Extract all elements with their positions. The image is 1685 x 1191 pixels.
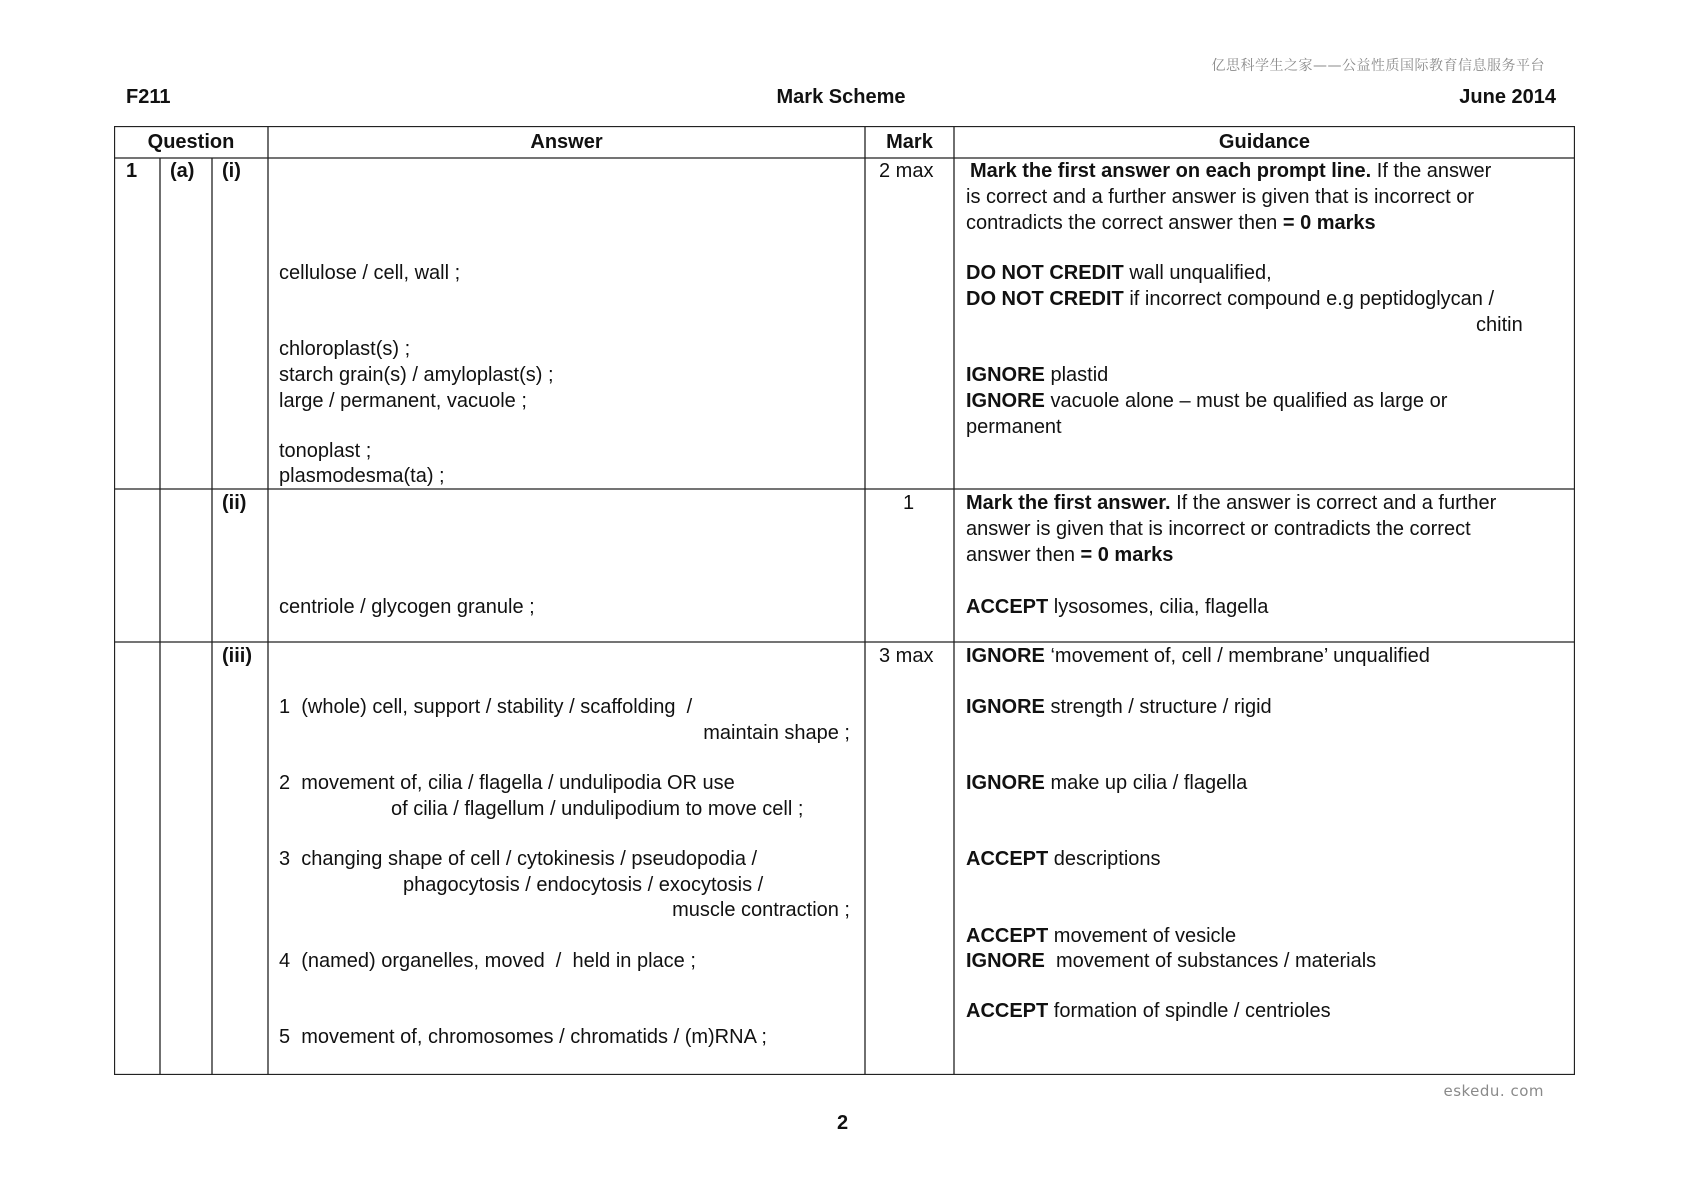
guidance-line [966, 490, 1496, 516]
guidance-emphasis: ACCEPT [966, 848, 1049, 870]
guidance-text: If the answer [1371, 160, 1492, 182]
question-subpart: (i) [222, 160, 241, 182]
watermark-top: 亿思科学生之家——公益性质国际教育信息服务平台 [1211, 58, 1545, 74]
guidance-line: answer is given that is incorrect or contradicts the correct [966, 518, 1471, 540]
guidance-text: lysosomes, cilia, flagella [1048, 596, 1269, 618]
guidance-line: permanent [966, 416, 1062, 438]
guidance-text: contradicts the correct answer then [966, 212, 1283, 234]
guidance-emphasis: IGNORE [966, 772, 1045, 794]
guidance-line [966, 362, 1108, 388]
guidance-text: movement of vesicle [1048, 925, 1237, 947]
header-guidance: Guidance [1218, 131, 1311, 153]
guidance-emphasis: = 0 marks [1282, 212, 1376, 234]
answer-line: tonoplast ; [279, 440, 372, 462]
guidance-line [966, 260, 1272, 286]
question-part: (a) [170, 160, 195, 182]
guidance-text: ‘movement of, cell / membrane’ unqualified [1044, 645, 1430, 667]
answer-line: centriole / glycogen granule ; [279, 596, 535, 618]
guidance-text: wall unqualified, [1123, 262, 1272, 284]
guidance-text: answer then [966, 544, 1081, 566]
guidance-line: chitin [1476, 314, 1523, 336]
guidance-emphasis: IGNORE [966, 390, 1045, 412]
header-mark: Mark [886, 131, 933, 153]
guidance-emphasis: IGNORE [966, 364, 1045, 386]
answer-line: 5 movement of, chromosomes / chromatids / (m)RNA ; [279, 1026, 767, 1048]
guidance-text: strength / structure / rigid [1044, 696, 1272, 718]
exam-date: June 2014 [1459, 86, 1556, 108]
guidance-text: vacuole alone – must be qualified as large or [1044, 390, 1448, 412]
answer-line: maintain shape ; [703, 722, 850, 744]
guidance-text: If the answer is correct and a further [1170, 492, 1497, 514]
answer-line: 3 changing shape of cell / cytokinesis / pseudopodia / [279, 848, 758, 870]
mark-value: 2 max [879, 160, 934, 182]
guidance-emphasis: Mark the first answer. [966, 492, 1171, 514]
answer-line: large / permanent, vacuole ; [279, 390, 527, 412]
guidance-line [966, 846, 1161, 872]
header-question: Question [147, 131, 235, 153]
answer-line: 1 (whole) cell, support / stability / scaffolding / [279, 696, 693, 718]
question-subpart: (ii) [222, 492, 247, 514]
guidance-line [966, 694, 1272, 720]
answer-line: plasmodesma(ta) ; [279, 465, 445, 487]
guidance-text: descriptions [1048, 848, 1161, 870]
guidance-line [966, 948, 1376, 974]
guidance-emphasis: ACCEPT [966, 1000, 1049, 1022]
answer-line: 2 movement of, cilia / flagella / undulipodia OR use [279, 772, 735, 794]
paper-code: F211 [126, 86, 171, 108]
guidance-line [966, 594, 1268, 620]
guidance-emphasis: ACCEPT [966, 925, 1049, 947]
guidance-line [966, 998, 1331, 1024]
guidance-emphasis: ACCEPT [966, 596, 1049, 618]
guidance-text: movement of substances / materials [1044, 950, 1377, 972]
answer-line: of cilia / flagellum / undulipodium to move cell ; [391, 798, 804, 820]
guidance-line [966, 923, 1236, 949]
header-answer: Answer [530, 131, 603, 153]
guidance-text: make up cilia / flagella [1044, 772, 1248, 794]
guidance-emphasis: DO NOT CREDIT [966, 288, 1124, 310]
page-number: 2 [836, 1112, 849, 1134]
page-header [126, 86, 1556, 112]
guidance-text: plastid [1044, 364, 1109, 386]
guidance-line [970, 158, 1491, 184]
guidance-line [966, 286, 1494, 312]
guidance-line [966, 210, 1376, 236]
answer-line: phagocytosis / endocytosis / exocytosis / [403, 874, 764, 896]
answer-line: starch grain(s) / amyloplast(s) ; [279, 364, 554, 386]
guidance-text: if incorrect compound e.g peptidoglycan / [1123, 288, 1494, 310]
page-title: Mark Scheme [776, 86, 906, 108]
answer-line: muscle contraction ; [672, 899, 850, 921]
guidance-emphasis: IGNORE [966, 950, 1045, 972]
guidance-emphasis: DO NOT CREDIT [966, 262, 1124, 284]
watermark-bottom: eskedu. com [1443, 1082, 1544, 1100]
guidance-emphasis: = 0 marks [1080, 544, 1174, 566]
answer-line: cellulose / cell, wall ; [279, 262, 461, 284]
mark-value: 1 [903, 492, 915, 514]
question-number: 1 [126, 160, 138, 182]
guidance-line: is correct and a further answer is given that is incorrect or [966, 186, 1474, 208]
guidance-line [966, 388, 1447, 414]
question-subpart: (iii) [222, 645, 252, 667]
guidance-text: formation of spindle / centrioles [1048, 1000, 1331, 1022]
mark-scheme-table [114, 126, 1575, 1075]
guidance-line [966, 542, 1173, 568]
guidance-line [966, 643, 1430, 669]
answer-line: 4 (named) organelles, moved / held in place ; [279, 950, 696, 972]
guidance-line [966, 770, 1247, 796]
guidance-emphasis: IGNORE [966, 696, 1045, 718]
mark-value: 3 max [879, 645, 934, 667]
answer-line: chloroplast(s) ; [279, 338, 411, 360]
guidance-emphasis: IGNORE [966, 645, 1045, 667]
guidance-emphasis: Mark the first answer on each prompt line. [970, 160, 1372, 182]
